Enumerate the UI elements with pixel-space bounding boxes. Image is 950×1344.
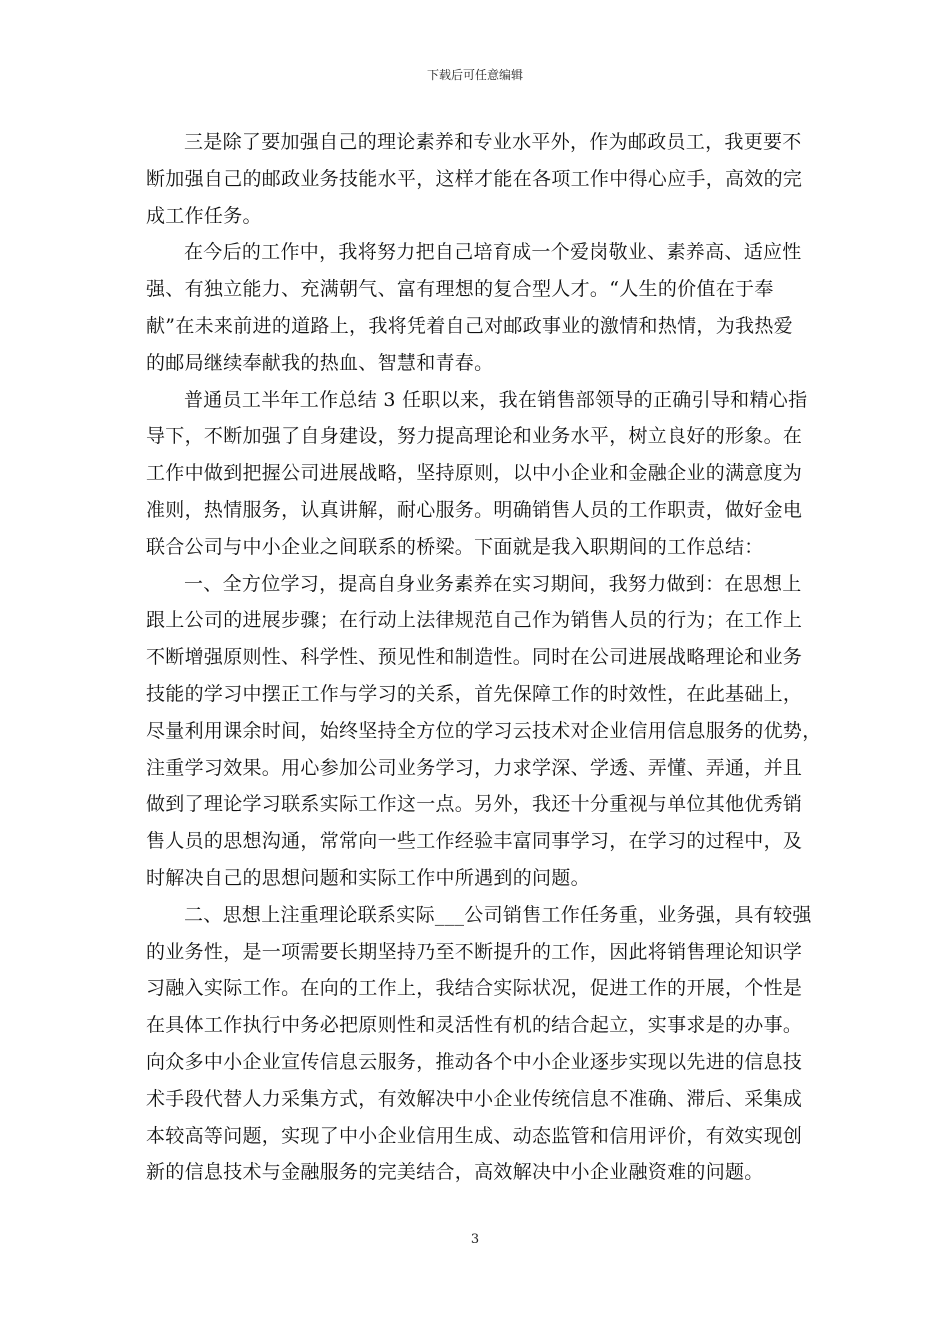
- text-line: 向众多中小企业宣传信息云服务，推动各个中小企业逐步实现以先进的信息技: [146, 1050, 803, 1073]
- page-number: 3: [470, 1232, 480, 1247]
- text-line: 成工作任务。: [146, 204, 262, 227]
- text-line: 工作中做到把握公司进展战略，坚持原则，以中小企业和金融企业的满意度为: [146, 462, 803, 485]
- text-line: 联合公司与中小企业之间联系的桥梁。下面就是我入职期间的工作总结：: [146, 535, 764, 558]
- text-line: 在今后的工作中，我将努力把自己培育成一个爱岗敬业、素养高、适应性: [184, 241, 802, 264]
- text-line: 的业务性，是一项需要长期坚持乃至不断提升的工作，因此将销售理论知识学: [146, 940, 803, 963]
- text-line: 普通员工半年工作总结 3 任职以来，我在销售部领导的正确引导和精心指: [184, 388, 808, 411]
- document-body: [146, 124, 822, 1191]
- text-line: 注重学习效果。用心参加公司业务学习，力求学深、学透、弄懂、弄通，并且: [146, 756, 803, 779]
- text-line: 断加强自己的邮政业务技能水平，这样才能在各项工作中得心应手，高效的完: [146, 167, 803, 190]
- text-line: 一、全方位学习，提高自身业务素养在实习期间，我努力做到：在思想上: [184, 572, 802, 595]
- text-line: 售人员的思想沟通，常常向一些工作经验丰富同事学习，在学习的过程中，及: [146, 830, 803, 853]
- text-line: 做到了理论学习联系实际工作这一点。另外，我还十分重视与单位其他优秀销: [146, 793, 803, 816]
- text-line: 三是除了要加强自己的理论素养和专业水平外，作为邮政员工，我更要不: [184, 131, 802, 153]
- text-line: 的邮局继续奉献我的热血、智慧和青春。: [146, 351, 494, 374]
- text-line: 术手段代替人力采集方式，有效解决中小企业传统信息不准确、滞后、采集成: [146, 1087, 803, 1110]
- text-line: 强、有独立能力、充满朝气、富有理想的复合型人才。“人生的价值在于奉: [146, 278, 774, 301]
- text-line: 导下，不断加强了自身建设，努力提高理论和业务水平，树立良好的形象。在: [146, 425, 803, 448]
- text-line: 尽量利用课余时间，始终坚持全方位的学习云技术对企业信用信息服务的优势，: [146, 719, 822, 742]
- text-line: 不断增强原则性、科学性、预见性和制造性。同时在公司进展战略理论和业务: [146, 646, 803, 669]
- page-header: 下载后可任意编辑: [426, 68, 523, 82]
- text-line: 献”在未来前进的道路上，我将凭着自己对邮政事业的激情和热情，为我热爱: [146, 314, 793, 337]
- text-line: 本较高等问题，实现了中小企业信用生成、动态监管和信用评价，有效实现创: [146, 1124, 803, 1147]
- text-line: 技能的学习中摆正工作与学习的关系，首先保障工作的时效性，在此基础上，: [146, 682, 803, 705]
- text-line: 二、思想上注重理论联系实际___公司销售工作任务重，业务强，具有较强: [184, 903, 812, 926]
- text-line: 跟上公司的进展步骤；在行动上法律规范自己作为销售人员的行为；在工作上: [146, 609, 803, 632]
- text-line: 新的信息技术与金融服务的完美结合，高效解决中小企业融资难的问题。: [146, 1161, 764, 1184]
- text-line: 习融入实际工作。在向的工作上，我结合实际状况，促进工作的开展，个性是: [146, 977, 803, 1000]
- text-line: 时解决自己的思想问题和实际工作中所遇到的问题。: [146, 866, 590, 889]
- text-line: 准则，热情服务，认真讲解，耐心服务。明确销售人员的工作职责，做好金电: [146, 498, 803, 521]
- text-line: 在具体工作执行中务必把原则性和灵活性有机的结合起立，实事求是的办事。: [146, 1014, 803, 1037]
